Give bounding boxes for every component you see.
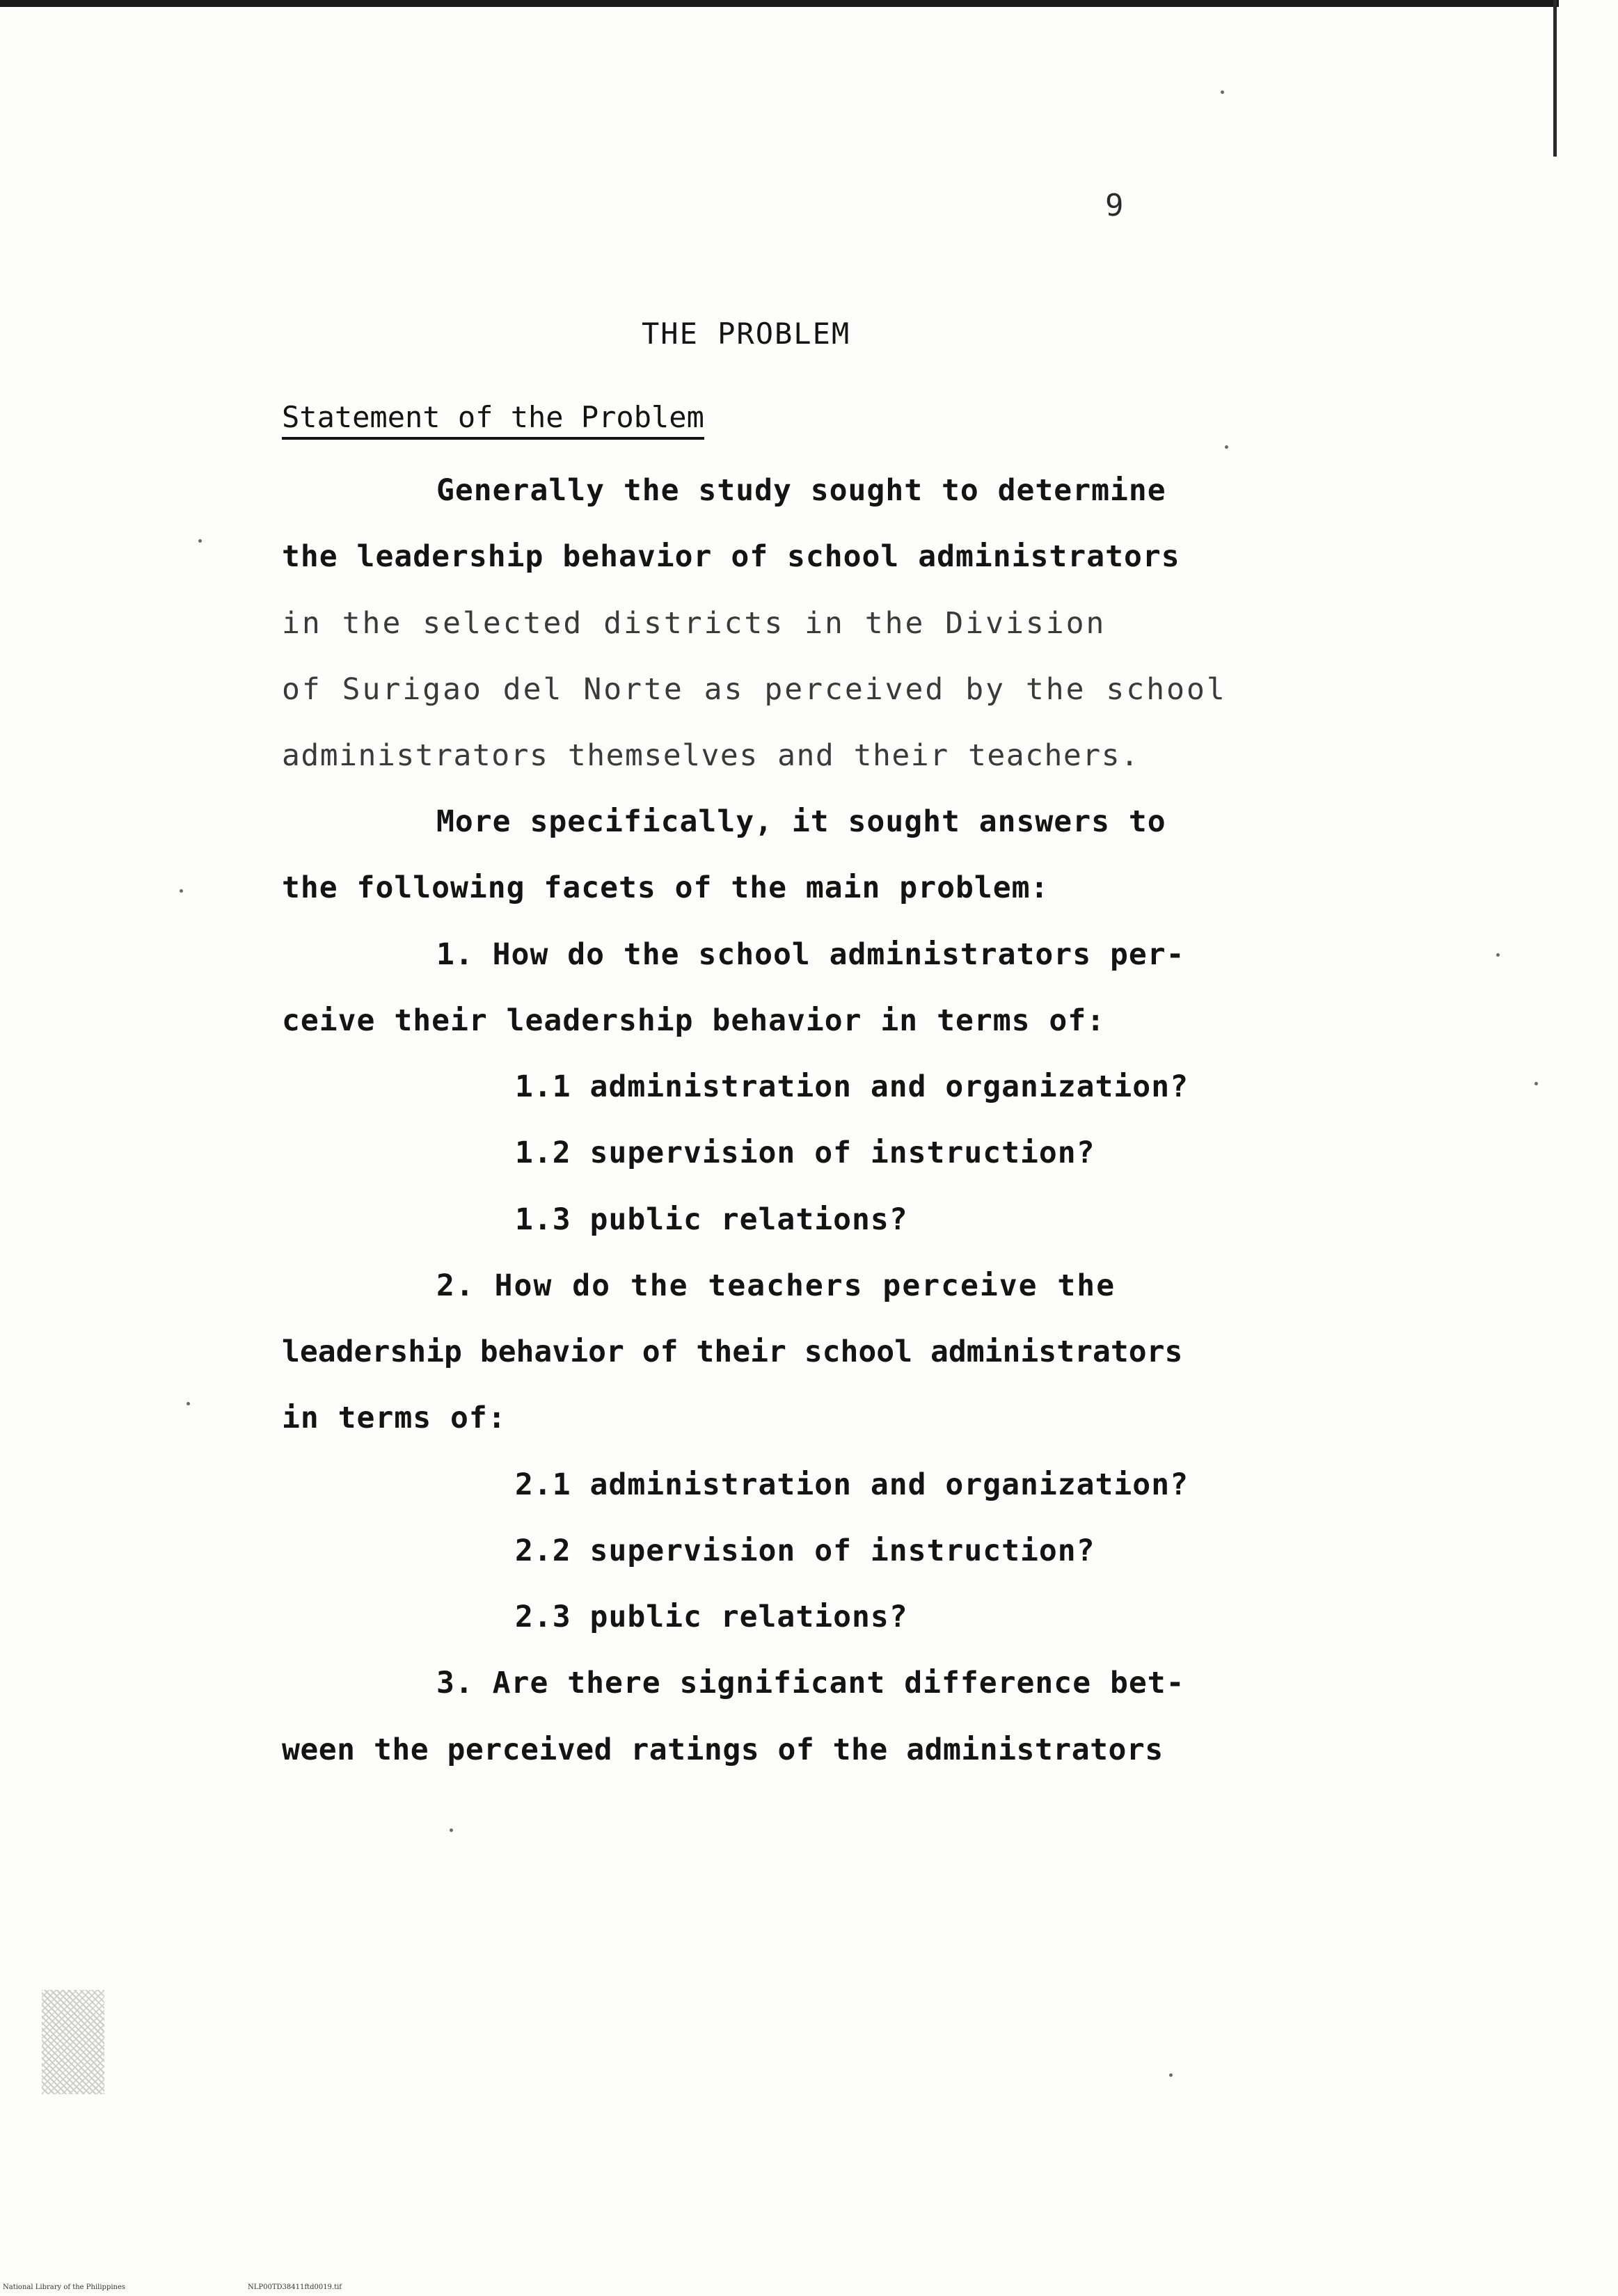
paragraph-line: leadership behavior of their school administrators	[282, 1334, 1183, 1369]
paragraph-line: ceive their leadership behavior in terms of:	[282, 1003, 1106, 1038]
paragraph-line: of Surigao del Norte as perceived by the school	[282, 672, 1227, 707]
paragraph-line: the leadership behavior of school administrators	[282, 539, 1180, 574]
sub-question-item: 1.2 supervision of instruction?	[515, 1135, 1095, 1170]
question-item: 2. How do the teachers perceive the	[436, 1268, 1116, 1303]
question-item: 1. How do the school administrators per-	[436, 937, 1185, 972]
sub-question-item: 2.3 public relations?	[515, 1600, 908, 1634]
paragraph-line: ween the perceived ratings of the administrators	[282, 1732, 1164, 1767]
scan-speck	[1534, 1082, 1538, 1085]
paragraph-line: More specifically, it sought answers to	[436, 804, 1166, 839]
scan-noise-patch	[42, 1990, 104, 2094]
paragraph-line: Generally the study sought to determine	[436, 473, 1166, 508]
scan-speck	[1221, 90, 1224, 94]
page-number: 9	[1105, 188, 1124, 223]
scan-speck	[1225, 445, 1228, 449]
footer-file-id: NLP00TD38411ftd0019.tif	[248, 2283, 342, 2291]
paragraph-line: administrators themselves and their teachers.	[282, 738, 1140, 773]
scan-speck	[450, 1828, 453, 1832]
scan-speck	[1496, 953, 1500, 957]
paragraph-line: in terms of:	[282, 1401, 507, 1435]
scan-speck	[1169, 2073, 1173, 2077]
scan-speck	[180, 889, 183, 893]
sub-question-item: 1.1 administration and organization?	[515, 1069, 1189, 1104]
chapter-title: THE PROBLEM	[642, 317, 851, 351]
paragraph-line: in the selected districts in the Division	[282, 606, 1107, 641]
paragraph-line: the following facets of the main problem:	[282, 870, 1049, 905]
sub-question-item: 1.3 public relations?	[515, 1202, 908, 1237]
question-item: 3. Are there significant difference bet-	[436, 1666, 1185, 1700]
sub-question-item: 2.1 administration and organization?	[515, 1467, 1189, 1502]
scan-border-top	[0, 0, 1559, 7]
scan-speck	[198, 539, 202, 543]
footer-library-name: National Library of the Philippines	[3, 2283, 126, 2291]
scan-border-right	[1553, 0, 1557, 157]
scan-speck	[187, 1402, 190, 1405]
sub-question-item: 2.2 supervision of instruction?	[515, 1533, 1095, 1568]
section-heading: Statement of the Problem	[282, 400, 704, 440]
